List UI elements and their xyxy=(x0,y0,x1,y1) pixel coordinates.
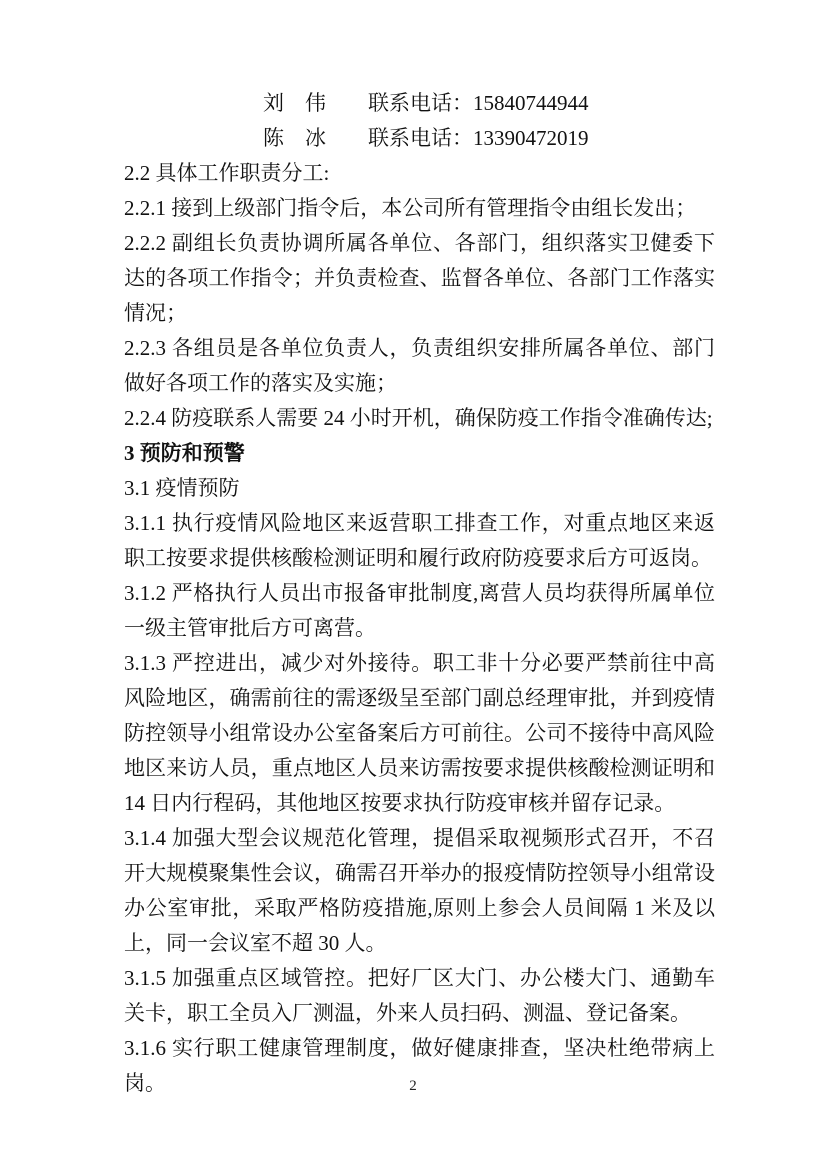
page-number: 2 xyxy=(409,1078,417,1094)
clause-3-1-1: 3.1.1 执行疫情风险地区来返营职工排查工作，对重点地区来返职工按要求提供核酸检测证明和履行政府防疫要求后方可返岗。 xyxy=(124,511,715,570)
contact-line-chen-bing: 陈 冰 联系电话：13390472019 xyxy=(263,126,589,150)
document-body xyxy=(124,86,715,1101)
clause-3-1-6: 3.1.6 实行职工健康管理制度，做好健康排查，坚决杜绝带病上岗。 xyxy=(124,1036,715,1095)
contact-line-liu-wei: 刘 伟 联系电话：15840744944 xyxy=(263,91,589,115)
clause-3-1-4: 3.1.4 加强大型会议规范化管理，提倡采取视频形式召开，不召开大规模聚集性会议，确需召开举办的报疫情防控领导小组常设办公室审批，采取严格防疫措施,原则上参会人员间隔 1 米及以上，同一会议室不超 30 人。 xyxy=(124,826,715,955)
clause-3-1-3: 3.1.3 严控进出，减少对外接待。职工非十分必要严禁前往中高风险地区，确需前往的需逐级呈至部门副总经理审批，并到疫情防控领导小组常设办公室备案后方可前往。公司不接待中高风险地区来访人员，重点地区人员来访需按要求提供核酸检测证明和 14 日内行程码，其他地区按要求执行防疫审核并留存记录。 xyxy=(124,651,715,815)
clause-2-2-2: 2.2.2 副组长负责协调所属各单位、各部门，组织落实卫健委下达的各项工作指令；并负责检查、监督各单位、各部门工作落实情况； xyxy=(124,231,715,325)
clause-2-2-3: 2.2.3 各组员是各单位负责人，负责组织安排所属各单位、部门做好各项工作的落实及实施； xyxy=(124,336,715,395)
clause-3-1-5: 3.1.5 加强重点区域管控。把好厂区大门、办公楼大门、通勤车关卡，职工全员入厂测温，外来人员扫码、测温、登记备案。 xyxy=(124,966,715,1025)
section-heading-2-2: 2.2 具体工作职责分工: xyxy=(124,161,330,185)
clause-2-2-4: 2.2.4 防疫联系人需要 24 小时开机，确保防疫工作指令准确传达; xyxy=(124,406,713,430)
chapter-heading-3: 3 预防和预警 xyxy=(124,441,245,465)
section-heading-3-1: 3.1 疫情预防 xyxy=(124,476,240,500)
clause-2-2-1: 2.2.1 接到上级部门指令后，本公司所有管理指令由组长发出； xyxy=(124,196,697,220)
clause-3-1-2: 3.1.2 严格执行人员出市报备审批制度,离营人员均获得所属单位一级主管审批后方可离营。 xyxy=(124,581,715,640)
